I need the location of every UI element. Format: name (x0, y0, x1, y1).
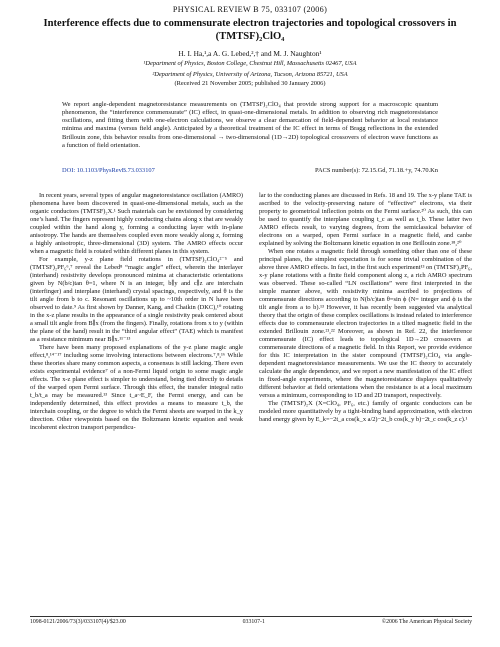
title-block (40, 17, 460, 87)
body-paragraph: The (TMTSF)₂X (X=ClO₄, PF₆, etc.) family of organic conductors can be modeled more quantitatively by a tight-binding band approximation, with electron band energy given by E_k=−2t_a cos(k_x a/2)−2t_b cos(k_y b)−2t_c cos(k_z c).¹ (259, 399, 472, 423)
affiliation-1: ¹Department of Physics, Boston College, Chestnut Hill, Massachusetts 02467, USA (143, 60, 357, 67)
footer-price-code: 1098-0121/2006/73(3)/033107(4)/$23.00 (30, 619, 126, 625)
body-paragraph: For example, y-z plane field rotations in (TMTSF)₂ClO₄²⁻⁵ and (TMTSF)₂PF₆⁶,⁷ reveal the Lebed⁸ “magic angle” effect, wherein the interlayer (interhand) resistivity develops pronounced minima at characteristic orientations given by N(b/c)tan θ=1, where N is an integer, b∥y and c∥z are interchain (interfinger) and interplane (interhand) crystal spacings, respectively, and θ is the tilt angle from b to c. Resonant oscillations up to ~10th order in N have been observed to date.⁹ As first shown by Danner, Kang, and Chaikin (DKC),¹⁰ rotating in the x-z plane results in the appearance of a single resistivity peak centered about a small tilt angle from B∥x (from the fingers). Finally, rotations from x to y (within the plane of the hand) result in the “third angular effect” (TAE) which is manifest as a resistance minimum near B∥x.¹¹⁻¹³ (30, 255, 243, 343)
page-footer (30, 619, 472, 625)
copyright: ©2006 The American Physical Society (381, 619, 472, 625)
affiliation-2: ²Department of Physics, University of Arizona, Tucson, Arizona 85721, USA (152, 70, 348, 78)
footer-divider (30, 616, 472, 617)
doi-link[interactable]: DOI: 10.1103/PhysRevB.73.033107 (62, 167, 155, 174)
body-paragraph: lar to the conducting planes are discussed in Refs. 18 and 19. The x-y plane TAE is ascribed to the velocity-preserving nature of “effective” electrons, via their property to geometrical inflection points on the Fermi surface.²⁰ As such, this can be used to quantify the interplane coupling t_c as well as t_b. These latter two AMRO effects result, to varying degrees, from the semiclassical behavior of electrons on a warped, open Fermi surface in a magnetic field, and canbe explained by solving the Boltzmann kinetic equation in one Brillouin zone.¹⁸,²⁰ (259, 192, 472, 247)
doi-row (62, 167, 438, 174)
body-paragraph: There have been many proposed explanations of the y-z plane magic angle effect,⁸,¹⁴⁻¹⁷ including some involving interactions between electrons.⁷,⁸,¹⁶ While these theories share many common aspects, a consensus is still lacking. There even exists experimental evidence⁷ of a non-Fermi liquid origin to some magic angle effects. The x-z plane effect is simpler to understand, being tied directly to details of the warped open Fermi surface. Through this effect, the transfer integral ratio t_b/t_a may be measured.¹³ Since t_a~E_F, the Fermi energy, and can be independently determined, this effect provides a means to measure t_b, the interchain coupling, or the degree to which the Fermi sheets are warped in the k_y direction. Other viewpoints based on the Boltzmann kinetic equation and weak incoherent electron transport perpendicu- (30, 343, 243, 431)
body-column-left (30, 192, 243, 610)
body-paragraph: In recent years, several types of angular magnetoresistance oscillation (AMRO) phenomena have been discovered in quasi-one-dimensional metals, such as the organic conductors (TMTSF)₂X.¹ Such materials can be envisioned by considering one’s hand. The fingers represent highly conducting chains along x that are weakly coupled within the hand along y, forming a conducting layer with in-plane anisotropy. The hands are themselves coupled even more weakly along z, forming a highly anisotropic, three-dimensional (3D) system. The AMRO effects occur when a magnetic field is rotated within different planes in this system. (30, 192, 243, 255)
page-number: 033107-1 (242, 619, 265, 625)
abstract: We report angle-dependent magnetoresistance measurements on (TMTSF)₂ClO₄ that provide strong support for a macroscopic quantum phenomenon, the “interference commensurate” (IC) effect, in quasi-one-dimensional metals. In addition to observing rich magnetoresistance oscillations, and fitting them with one-electron calculations, we observe a clear demarcation of field-dependent behavior at local resistance minima and maxima (versus field angle). Anticipated by a theoretical treatment of the IC effect in terms of Bragg reflections in the extended Brillouin zone, this behavior results from one-dimensional → two-dimensional (1D→2D) topological crossovers of electron wave functions as a function of field orientation. (62, 101, 438, 149)
author-list: H. I. Ha,¹,a A. G. Lebed,²,† and M. J. Naughton¹ (178, 49, 322, 58)
paper-title: Interference effects due to commensurate electron trajectories and topological crossovers in (TMTSF)₂ClO₄ (43, 18, 457, 42)
body-paragraph: When one rotates a magnetic field through something other than one of these principal planes, the simplest expectation is for some trivial combination of the above three AMRO effects. In fact, in the first such experiment¹³ on (TMTSF)₂PF₆, x-y plane rotations with a finite field component along z, a rich AMRO spectrum was observed. These so-called “LN oscillations” were first interpreted in the simple manner above, with resistivity minima ascribed to projections of commensurate directions according to N(b/c)tan θ=sin ϕ (N= integer and ϕ is the tilt angle from a to b).¹³ However, it has recently been suggested via analytical theory that the origin of these complex oscillations is instead related to interference effects due to commensurate electron trajectories in a tilted magnetic field in the extended Brillouin zone.²¹,²² Moreover, as shown in Ref. 22, the interference commensurate (IC) effect leads to topological 1D→2D crossovers at commensurate directions of a magnetic field. In this Report, we provide evidence for this IC interpretation in the sister compound (TMTSF)₂ClO₄ via angle-dependent magnetoresistance measurements. We use the IC theory to accurately calculate the angle dependence, and we report a new manifestation of the IC effect in fixed-angle experiments, where the magnetoresistance displays qualitatively different behavior at field orientations when the resistance is at a local maximum versus a minimum, corresponding to 1D and 2D transport, respectively. (259, 247, 472, 399)
body-column-right (259, 192, 472, 610)
journal-header: PHYSICAL REVIEW B 75, 033107 (2006) (172, 5, 328, 14)
pacs-numbers: PACS number(s): 72.15.Gd, 71.18.+y, 74.70.Kn (315, 167, 438, 174)
received-date: (Received 21 November 2005; published 30 January 2006) (174, 80, 326, 87)
